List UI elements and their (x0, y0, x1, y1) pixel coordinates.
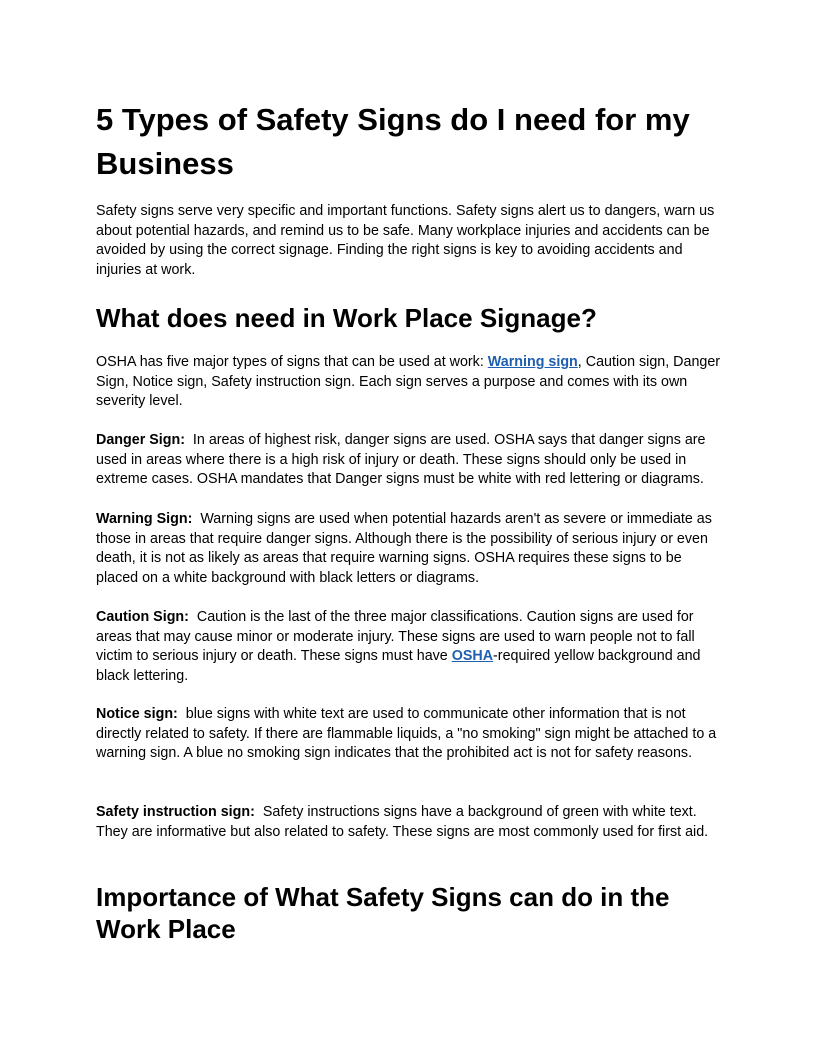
osha-link[interactable]: OSHA (451, 648, 494, 665)
lead-text-after: , Caution sign, Danger Sign, Notice sign, Safety instruction sign. Each sign serves a purpose and comes with its own severity level. (96, 354, 721, 410)
lead-text-before: OSHA has five major types of signs that can be used at work: (96, 354, 488, 370)
caution-sign-text-before: Caution is the last of the three major classifications. Caution signs are used for areas that may cause minor or moderate injury. These signs are used to warn people not to fall victim to serious injury or death. These signs must have (96, 609, 695, 665)
warning-sign-link[interactable]: Warning sign (487, 354, 578, 370)
warning-sign-label: Warning Sign: (96, 511, 193, 527)
section-heading-signage: What does need in Work Place Signage? (96, 303, 597, 333)
warning-sign-text: Warning signs are used when potential hazards aren't as severe or immediate as those in areas that require danger signs. Although there is the possibility of serious injury or even death, it is not as likely as areas that require warning signs. OSHA requires these signs to be placed on a white background with black letters or diagrams. (96, 511, 712, 586)
caution-sign-paragraph (96, 608, 722, 686)
danger-sign-paragraph (96, 431, 722, 490)
caution-sign-label: Caution Sign: (96, 609, 189, 625)
signage-lead-paragraph (96, 353, 722, 412)
warning-sign-paragraph (96, 510, 722, 588)
page-title: 5 Types of Safety Signs do I need for my Business (96, 102, 690, 181)
safety-instruction-label: Safety instruction sign: (96, 804, 255, 820)
notice-sign-label: Notice sign: (96, 706, 178, 722)
notice-sign-paragraph (96, 705, 722, 764)
section-heading-importance: Importance of What Safety Signs can do in the Work Place (96, 882, 670, 944)
safety-instruction-paragraph (96, 803, 722, 842)
intro-paragraph: Safety signs serve very specific and important functions. Safety signs alert us to dangers, warn us about potential hazards, and remind us to be safe. Many workplace injuries and accidents can be avoided by using the correct signage. Finding the right signs is key to avoiding accidents and injuries at work. (96, 203, 715, 278)
danger-sign-text: In areas of highest risk, danger signs are used. OSHA says that danger signs are used in areas where there is a high risk of injury or death. These signs should only be used in extreme cases. OSHA mandates that Danger signs must be white with red lettering or diagrams. (96, 432, 706, 488)
notice-sign-text: blue signs with white text are used to communicate other information that is not directly related to safety. If there are flammable liquids, a "no smoking" sign might be attached to a warning sign. A blue no smoking sign indicates that the prohibited act is not for safety reasons. (96, 706, 717, 762)
caution-sign-text-after: -required yellow background and black lettering. (96, 648, 701, 684)
safety-instruction-text: Safety instructions signs have a background of green with white text. They are informative but also related to safety. These signs are most commonly used for first aid. (96, 804, 709, 840)
danger-sign-label: Danger Sign: (96, 432, 185, 448)
